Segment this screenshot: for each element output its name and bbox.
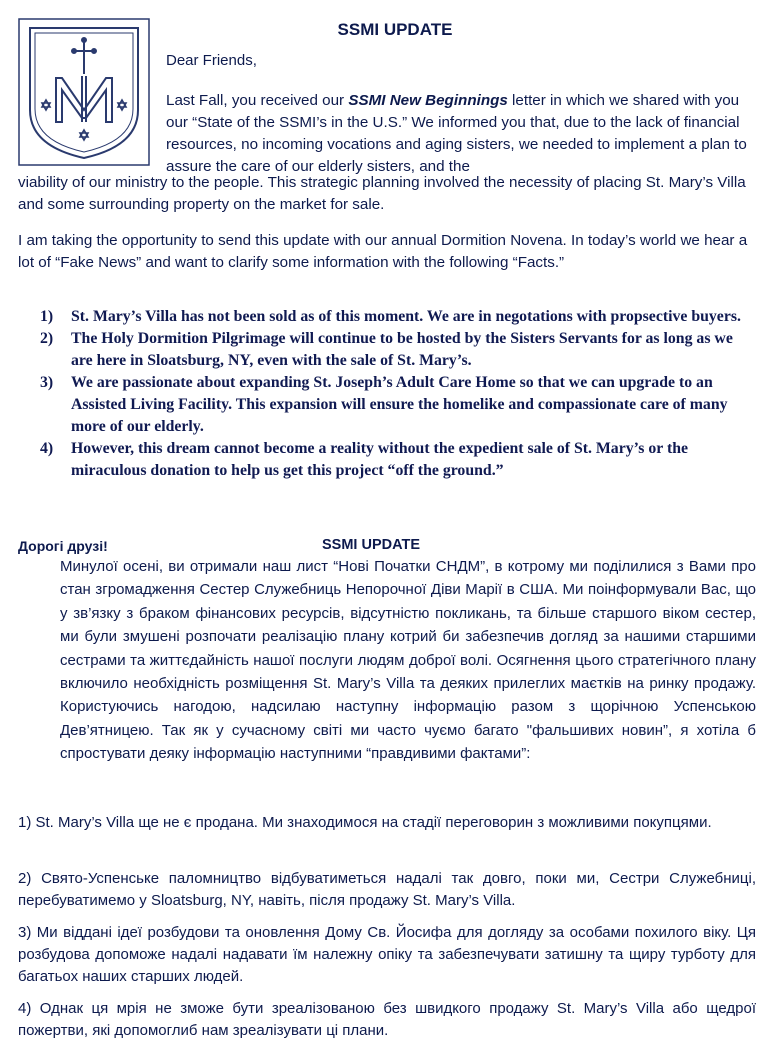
ukrainian-fact-3: 3) Ми віддані ідеї розбудови та оновлення Дому Св. Йосифа для догляду за особами похилого віку. Ця розбудова допоможе надалі надавати їм належну опіку та забезпечувати затишну та щиру турботу для багатьох наших старших людей.: [18, 924, 756, 985]
ukrainian-title: SSMI UPDATE: [322, 537, 421, 553]
fact-text: However, this dream cannot become a reality without the expedient sale of St. Mary’s or the miraculous donation to help us get this project “off the ground.”: [71, 440, 689, 479]
fact-text: We are passionate about expanding St. Joseph’s Adult Care Home so that we can upgrade to an Assisted Living Facility. This expansion will ensure the homelike and compassionate care of many more of our elderly.: [71, 374, 728, 435]
fact-item: [40, 306, 756, 328]
facts-list: [40, 306, 756, 482]
ukrainian-fact-2: 2) Свято-Успенське паломництво відбуватиметься надалі так довго, поки ми, Сестри Служебниці, перебуватимемо у Sloatsburg, NY, навіть, після продажу St. Mary’s Villa.: [18, 870, 756, 909]
intro-text-end: letter in which we shared with you our “State of the SSMI’s in the U.S.” We informed you that, due to the lack of financial resources, no incoming vocations and aging sisters, we needed to implement a plan to assure the care of our elderly sisters, and the: [166, 92, 747, 175]
fact-item: [40, 328, 756, 372]
marian-monogram-shield-icon: [18, 18, 150, 166]
fact-item: [40, 438, 756, 482]
fact-text: St. Mary’s Villa has not been sold as of this moment. We are in negotations with propsective buyers.: [71, 308, 741, 325]
ukrainian-greeting: Дорогі друзі!: [18, 538, 108, 554]
intro-text-start: Last Fall, you received our: [166, 92, 349, 109]
ukrainian-body: Минулої осені, ви отримали наш лист “Нові Початки СНДМ”, в котрому ми поділилися з Вами про стан згромадження Сестер Служебниць Непорочної Діви Марії в США. Ми поінформували Вас, що у зв’язку з браком фінансових ресурсів, відсутністю покликань, та більше старшого віком сестер, ми були змушені розпочати реалізацію плану котрий би забезпечив догляд за нашими старшими сестрами та життєдайність нашої послуги людям доброї волі. Осягнення цього стратегічного плану включило необхідність розміщення St. Mary’s Villa та деяких прилеглих маєтків на ринку продажу. Користуючись нагодою, надсилаю наступну інформацію разом з щорічною Успенською Дев’ятницею. Так як у сучасному світі ми часто чуємо багато "фальшивих новин”, я хотіла б спростувати деяку інформацію наступними “правдивими фактами”:: [60, 558, 756, 763]
fact-number: 3): [40, 374, 54, 391]
page-title: SSMI UPDATE: [337, 20, 453, 39]
fact-number: 2): [40, 330, 54, 347]
fact-number: 4): [40, 440, 54, 457]
fact-number: 1): [40, 308, 54, 325]
ukrainian-fact-4: 4) Однак ця мрія не зможе бути зреалізованою без швидкого продажу St. Mary’s Villa або щедрої пожертви, які допомоглиб нам зреалізувати ці плани.: [18, 1000, 756, 1039]
letter-title-emphasis: SSMI New Beginnings: [348, 92, 508, 109]
ukrainian-fact-1: 1) St. Mary’s Villa ще не є продана. Ми знаходимося на стадії переговорин з можливими покупцями.: [18, 814, 712, 831]
paragraph-intro: [166, 90, 756, 178]
paragraph-intro-continued: viability of our ministry to the people. This strategic planning involved the necessity of placing St. Mary’s Villa and some surrounding property on the market for sale.: [18, 174, 746, 213]
paragraph-update: I am taking the opportunity to send this update with our annual Dormition Novena. In today’s world we hear a lot of “Fake News” and want to clarify some information with the following “Facts.”: [18, 232, 748, 271]
salutation: Dear Friends,: [166, 52, 257, 69]
fact-item: [40, 372, 756, 438]
fact-text: The Holy Dormition Pilgrimage will continue to be hosted by the Sisters Servants for as long as we are here in Sloatsburg, NY, even with the sale of St. Mary’s.: [71, 330, 733, 369]
